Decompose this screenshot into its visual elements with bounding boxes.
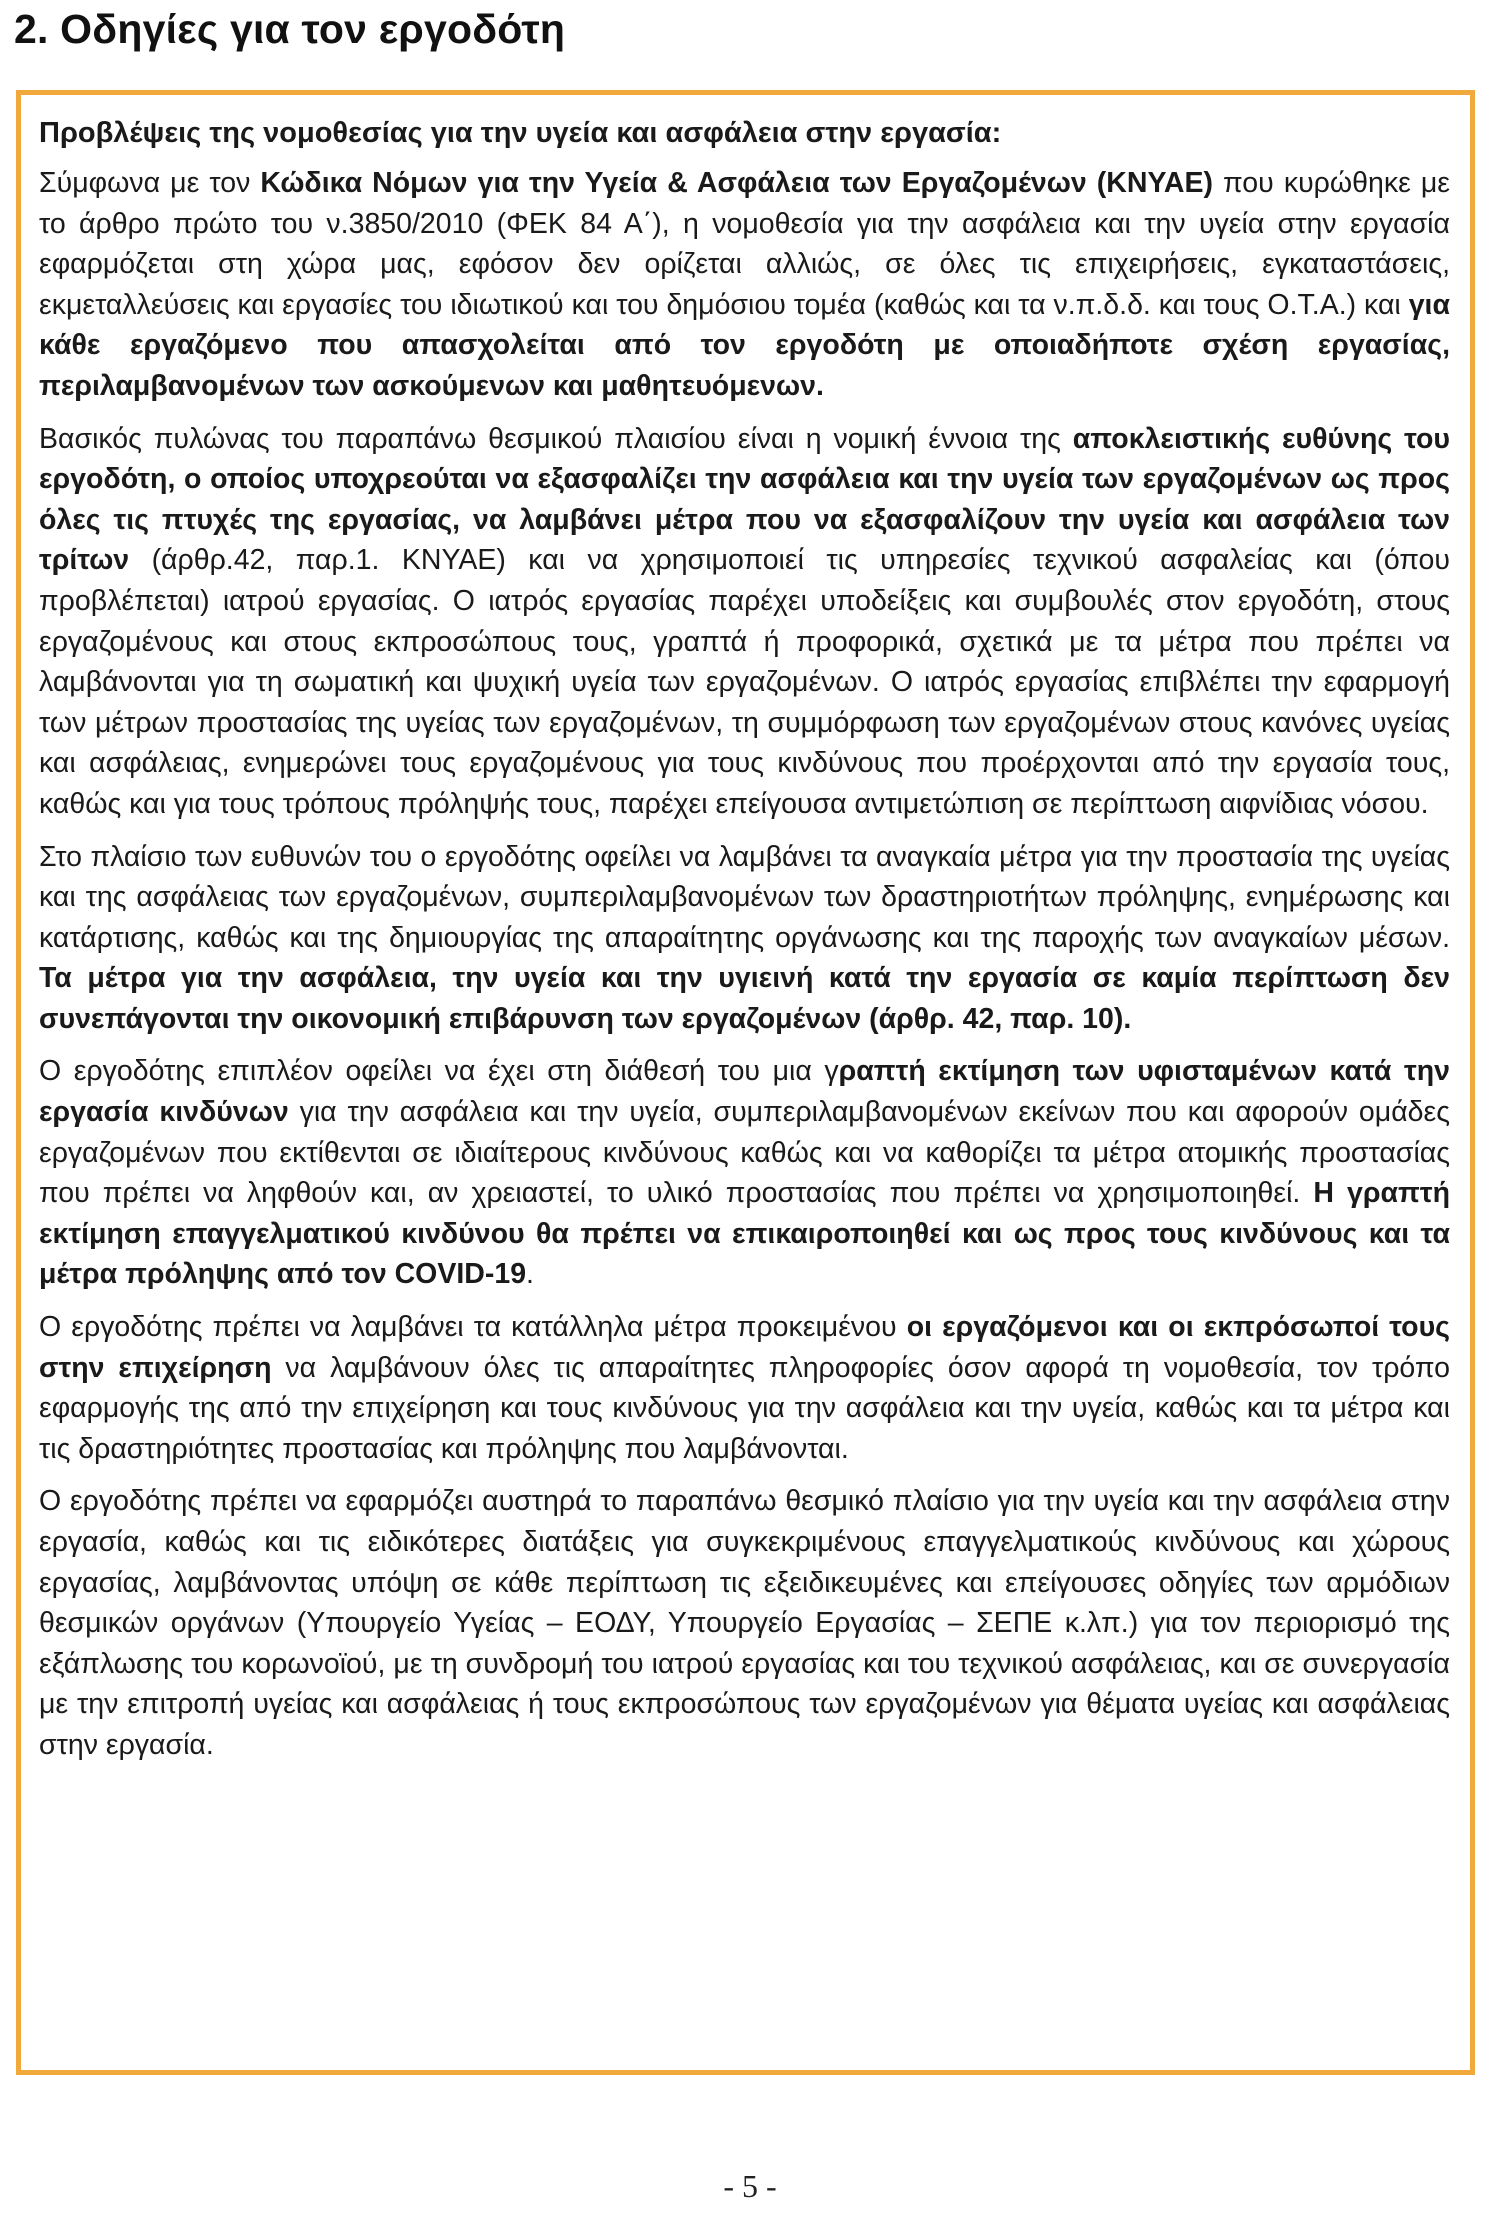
body-text: Ο εργοδότης πρέπει να εφαρμόζει αυστηρά το παραπάνω θεσμικό πλαίσιο για την υγεία και την ασφάλεια στην εργασία, καθώς και τις ειδικότερες διατάξεις για συγκεκριμένους επαγγελματικούς κινδύνους και χώρους εργασίας, λαμβάνοντας υπόψη σε κάθε περίπτωση τις εξειδικευμένες και επείγουσες οδηγίες των αρμόδιων θεσμικών οργάνων (Υπουργείο Υγείας – ΕΟΔΥ, Υπουργείο Εργασίας – ΣΕΠΕ κ.λπ.) για τον περιορισμό της εξάπλωσης του κορωνοϊού, με τη συνδρομή του ιατρού εργασίας και του τεχνικού ασφάλειας, και σε συνεργασία με την επιτροπή υγείας και ασφάλειας ή τους εκπροσώπους των εργαζομένων για θέματα υγείας και ασφάλειας στην εργασία. bbox=[39, 1485, 1450, 1761]
body-text: που κυρώθηκε με το άρθρο πρώτο του ν.3850/2010 (ΦΕΚ 84 Α΄), η νομοθεσία για την ασφάλεια και την υγεία στην εργασία εφαρμόζεται στη χώρα μας, εφόσον δεν ορίζεται αλλιώς, σε όλες τις επιχειρήσεις, εγκαταστάσεις, εκμεταλλεύσεις και εργασίες του ιδιωτικού και του δημόσιου τομέα (καθώς και τα ν.π.δ.δ. και τους Ο.Τ.Α.) και bbox=[39, 167, 1450, 321]
paragraph-necessary-measures bbox=[39, 837, 1450, 1040]
box-heading: Προβλέψεις της νομοθεσίας για την υγεία και ασφάλεια στην εργασία: bbox=[39, 117, 1002, 149]
body-text: Ο εργοδότης επιπλέον οφείλει να έχει στη διάθεσή του μια γ bbox=[39, 1055, 839, 1088]
body-text: (άρθρ.42, παρ.1. ΚΝΥΑΕ) και να χρησιμοποιεί τις υπηρεσίες τεχνικού ασφαλείας και (όπου προβλέπεται) ιατρού εργασίας. Ο ιατρός εργασίας παρέχει υποδείξεις και συμβουλές στον εργοδότη, στους εργαζομένους και στους εκπροσώπους τους, γραπτά ή προφορικά, σχετικά με τα μέτρα που πρέπει να λαμβάνονται για τη σωματική και ψυχική υγεία των εργαζομένων. Ο ιατρός εργασίας επιβλέπει την εφαρμογή των μέτρων προστασίας της υγείας των εργαζομένων, τη συμμόρφωση των εργαζομένων στους κανόνες υγείας και ασφάλειας, ενημερώνει τους εργαζομένους για τους κινδύνους που προέρχονται από την εργασία τους, καθώς και για τους τρόπους πρόληψής τους, παρέχει επείγουσα αντιμετώπιση σε περίπτωση αιφνίδιας νόσου. bbox=[39, 544, 1450, 820]
bold-text: ραπτή εκτίμηση των υφισταμένων κατά την εργασία κινδύνων bbox=[39, 1055, 1450, 1129]
body-text: Βασικός πυλώνας του παραπάνω θεσμικού πλαισίου είναι η νομική έννοια της bbox=[39, 422, 1073, 455]
section-title: 2. Οδηγίες για τον εργοδότη bbox=[14, 6, 566, 52]
body-text: Ο εργοδότης πρέπει να λαμβάνει τα κατάλληλα μέτρα προκειμένου bbox=[39, 1311, 907, 1344]
bold-text: Τα μέτρα για την ασφάλεια, την υγεία και την υγιεινή κατά την εργασία σε καμία περίπτωση δεν συνεπάγονται την οικονομική επιβάρυνση των εργαζομένων (άρθρ. 42, παρ. 10). bbox=[39, 962, 1450, 1035]
page-number: - 5 - bbox=[723, 2168, 777, 2204]
paragraph-legal-basis bbox=[39, 163, 1450, 407]
body-text: να λαμβάνουν όλες τις απαραίτητες πληροφορίες όσον αφορά τη νομοθεσία, τον τρόπο εφαρμογής της από την επιχείρηση και τους κινδύνους για την ασφάλεια και την υγεία, καθώς και τα μέτρα και τις δραστηριότητες προστασίας και πρόληψης που λαμβάνονται. bbox=[39, 1351, 1450, 1465]
bold-text: οι εργαζόμενοι και οι εκπρόσωποί τους στην επιχείρηση bbox=[39, 1311, 1450, 1384]
legislation-box bbox=[16, 90, 1475, 2075]
bold-text: για κάθε εργαζόμενο που απασχολείται από τον εργοδότη με οποιαδήποτε σχέση εργασίας, περιλαμβανομένων των ασκούμενων και μαθητευόμενων. bbox=[39, 288, 1450, 402]
bold-text: Η γραπτή εκτίμηση επαγγελματικού κινδύνου θα πρέπει να επικαιροποιηθεί και ως προς τους κινδύνους και τα μέτρα πρόληψης από τον COVID-19 bbox=[39, 1177, 1450, 1291]
body-text: Στο πλαίσιο των ευθυνών του ο εργοδότης οφείλει να λαμβάνει τα αναγκαία μέτρα για την προστασία της υγείας και της ασφάλειας των εργαζομένων, συμπεριλαμβανομένων των δραστηριοτήτων πρόληψης, ενημέρωσης και κατάρτισης, καθώς και της δημιουργίας της απαραίτητης οργάνωσης και της παροχής των αναγκαίων μέσων. bbox=[39, 840, 1450, 954]
paragraph-information bbox=[39, 1307, 1450, 1469]
body-text: . bbox=[526, 1258, 534, 1291]
paragraph-strict-application bbox=[39, 1481, 1450, 1765]
paragraph-risk-assessment bbox=[39, 1051, 1450, 1295]
body-text: Σύμφωνα με τον bbox=[39, 167, 261, 199]
paragraph-employer-responsibility bbox=[39, 419, 1450, 825]
bold-text: αποκλειστικής ευθύνης του εργοδότη, ο οποίος υποχρεούται να εξασφαλίζει την ασφάλεια και την υγεία των εργαζομένων ως προς όλες τις πτυχές της εργασίας, να λαμβάνει μέτρα που να εξασφαλίζουν την υγεία και ασφάλεια των τρίτων bbox=[39, 422, 1450, 577]
body-text: για την ασφάλεια και την υγεία, συμπεριλαμβανομένων εκείνων που και αφορούν ομάδες εργαζομένων που εκτίθενται σε ιδιαίτερους κινδύνους καθώς και να καθορίζει τα μέτρα ατομικής προστασίας που πρέπει να ληφθούν και, αν χρειαστεί, το υλικό προστασίας που πρέπει να χρησιμοποιηθεί. bbox=[39, 1096, 1450, 1210]
bold-text: Κώδικα Νόμων για την Υγεία & Ασφάλεια των Εργαζομένων (ΚΝΥΑΕ) bbox=[260, 167, 1213, 199]
paragraphs-container bbox=[39, 163, 1450, 1766]
